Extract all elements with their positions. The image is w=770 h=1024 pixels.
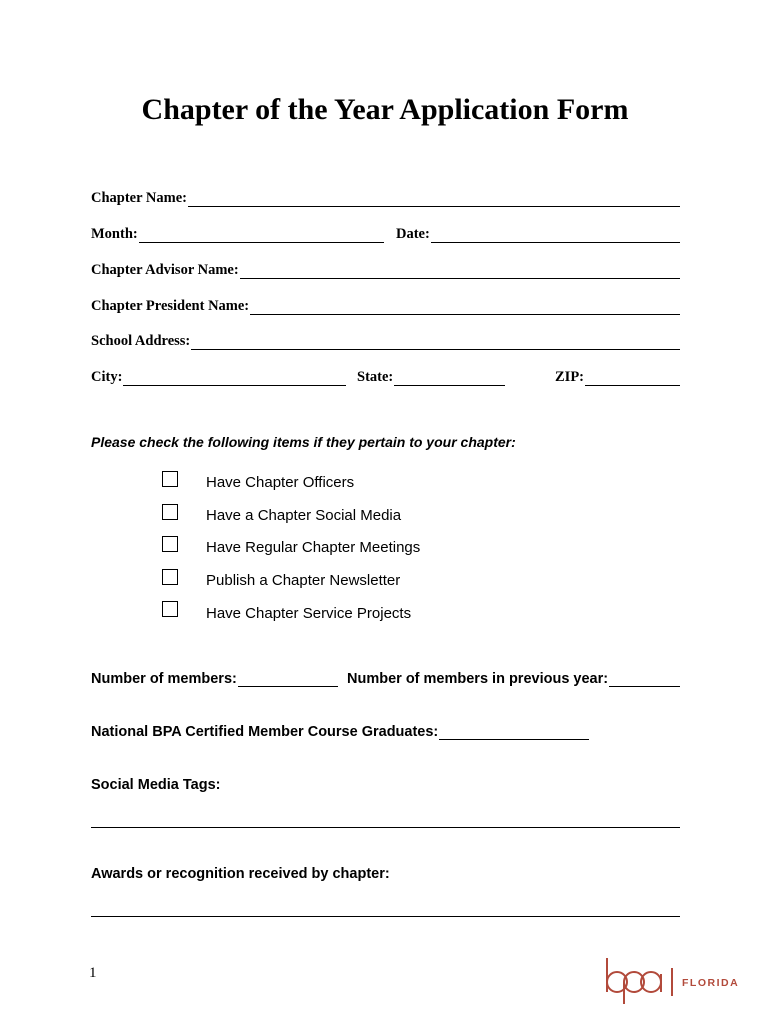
president-input-line[interactable] <box>250 300 680 315</box>
graduates-field[interactable] <box>91 724 589 740</box>
chapter-name-input-line[interactable] <box>188 192 680 207</box>
awards-label: Awards or recognition received by chapter: <box>91 866 390 882</box>
graduates-input-line[interactable] <box>439 725 589 740</box>
zip-input-line[interactable] <box>585 371 680 386</box>
members-field[interactable] <box>91 671 338 687</box>
address-label: School Address: <box>91 333 191 349</box>
city-label: City: <box>91 369 123 385</box>
advisor-field[interactable] <box>91 262 680 279</box>
date-input-line[interactable] <box>431 228 680 243</box>
state-label: State: <box>357 369 394 385</box>
president-label: Chapter President Name: <box>91 298 250 314</box>
members-prev-label: Number of members in previous year: <box>347 671 609 687</box>
chapter-name-label: Chapter Name: <box>91 190 187 206</box>
chapter-name-field[interactable] <box>91 190 680 207</box>
checklist-instruction: Please check the following items if they pertain to your chapter: <box>91 434 516 450</box>
checkbox-label: Have a Chapter Social Media <box>206 507 402 524</box>
state-field[interactable] <box>357 369 505 386</box>
social-tags-input-line[interactable] <box>91 827 680 828</box>
page-title: Chapter of the Year Application Form <box>141 93 629 126</box>
members-input-line[interactable] <box>238 672 338 687</box>
checkbox-label: Have Chapter Officers <box>206 474 355 491</box>
checkbox-regular-meetings[interactable] <box>162 536 178 552</box>
checkbox-chapter-officers[interactable] <box>162 471 178 487</box>
checkbox-label: Publish a Chapter Newsletter <box>206 572 401 589</box>
month-input-line[interactable] <box>139 228 384 243</box>
address-field[interactable] <box>91 333 680 350</box>
graduates-label: National BPA Certified Member Course Graduates: <box>91 724 439 740</box>
month-field[interactable] <box>91 226 384 243</box>
checkbox-service-projects[interactable] <box>162 601 178 617</box>
city-input-line[interactable] <box>123 371 346 386</box>
president-field[interactable] <box>91 298 680 315</box>
advisor-input-line[interactable] <box>240 264 680 279</box>
zip-label: ZIP: <box>555 369 584 385</box>
address-input-line[interactable] <box>191 335 680 350</box>
checkbox-social-media[interactable] <box>162 504 178 520</box>
checkbox-label: Have Chapter Service Projects <box>206 605 412 622</box>
awards-input-line[interactable] <box>91 916 680 917</box>
bpa-florida-logo <box>600 952 740 1008</box>
advisor-label: Chapter Advisor Name: <box>91 262 239 278</box>
checkbox-newsletter[interactable] <box>162 569 178 585</box>
members-prev-field[interactable] <box>347 671 680 687</box>
page-number: 1 <box>89 965 97 981</box>
city-field[interactable] <box>91 369 346 386</box>
members-label: Number of members: <box>91 671 237 687</box>
date-label: Date: <box>396 226 430 242</box>
logo-state-text: FLORIDA <box>682 977 740 989</box>
state-input-line[interactable] <box>394 371 505 386</box>
checkbox-label: Have Regular Chapter Meetings <box>206 539 421 556</box>
month-label: Month: <box>91 226 138 242</box>
zip-field[interactable] <box>555 369 680 386</box>
members-prev-input-line[interactable] <box>609 672 680 687</box>
date-field[interactable] <box>396 226 680 243</box>
social-tags-label: Social Media Tags: <box>91 777 221 793</box>
